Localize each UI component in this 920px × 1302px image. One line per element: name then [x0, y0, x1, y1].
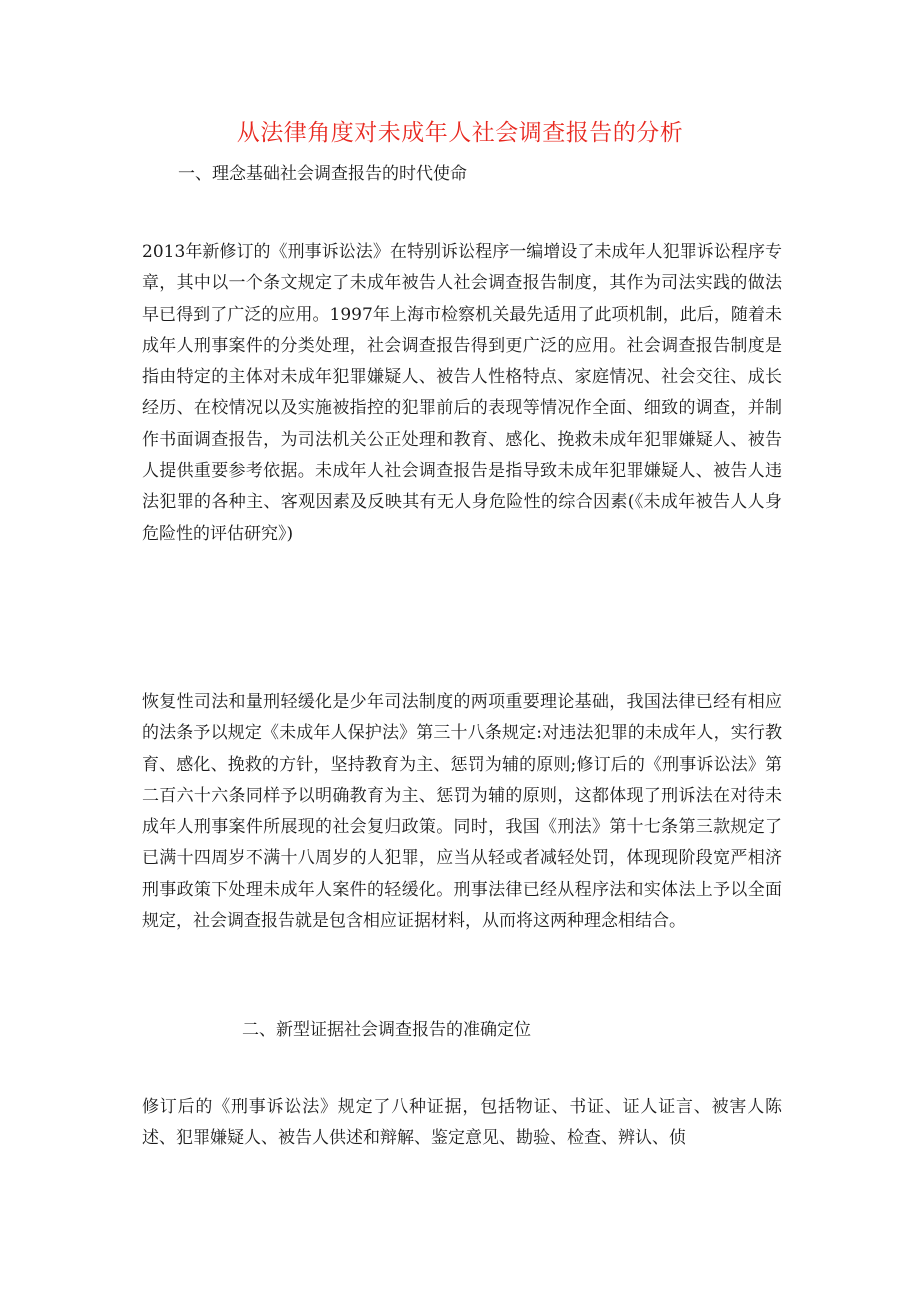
- paragraph-2: 恢复性司法和量刑轻缓化是少年司法制度的两项重要理论基础，我国法律已经有相应的法条予以规定《未成年人保护法》第三十八条规定:对违法犯罪的未成年人，实行教育、感化、挽救的方针，坚持教育为主、惩罚为辅的原则;修订后的《刑事诉讼法》第二百六十六条同样予以明确教育为主、惩罚为辅的原则，这都体现了刑诉法在对待未成年人刑事案件所展现的社会复归政策。同时，我国《刑法》第十七条第三款规定了已满十四周岁不满十八周岁的人犯罪，应当从轻或者减轻处罚，体现现阶段宽严相济刑事政策下处理未成年人案件的轻缓化。刑事法律已经从程序法和实体法上予以全面规定，社会调查报告就是包含相应证据材料，从而将这两种理念相结合。: [142, 692, 782, 932]
- paragraph-3: 修订后的《刑事诉讼法》规定了八种证据，包括物证、书证、证人证言、被害人陈述、犯罪嫌疑人、被告人供述和辩解、鉴定意见、勘验、检查、辨认、侦: [142, 1097, 782, 1149]
- paragraph-1: 2013年新修订的《刑事诉讼法》在特别诉讼程序一编增设了未成年人犯罪诉讼程序专章，其中以一个条文规定了未成年被告人社会调查报告制度，其作为司法实践的做法早已得到了广泛的应用。1997年上海市检察机关最先适用了此项机制，此后，随着未成年人刑事案件的分类处理，社会调查报告得到更广泛的应用。社会调查报告制度是指由特定的主体对未成年犯罪嫌疑人、被告人性格特点、家庭情况、社会交往、成长经历、在校情况以及实施被指控的犯罪前后的表现等情况作全面、细致的调查，并制作书面调查报告，为司法机关公正处理和教育、感化、挽救未成年犯罪嫌疑人、被告人提供重要参考依据。未成年人社会调查报告是指导致未成年犯罪嫌疑人、被告人违法犯罪的各种主、客观因素及反映其有无人身危险性的综合因素(《未成年被告人人身危险性的评估研究》): [142, 242, 782, 544]
- document-title: 从法律角度对未成年人社会调查报告的分析: [236, 120, 684, 146]
- section-heading-2: 二、新型证据社会调查报告的准确定位: [242, 1020, 531, 1040]
- section-heading-1: 一、理念基础社会调查报告的时代使命: [178, 164, 467, 184]
